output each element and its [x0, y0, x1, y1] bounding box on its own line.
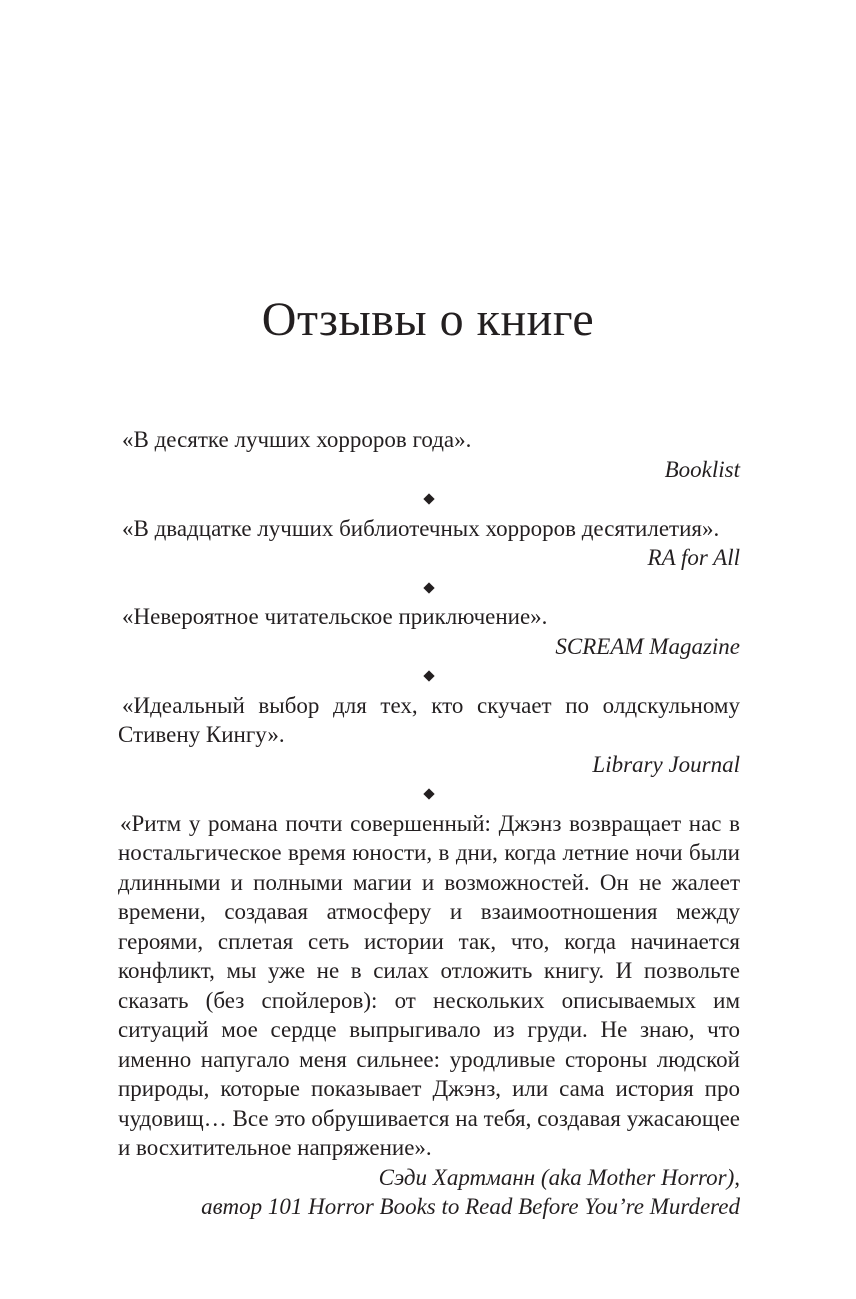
separator: [118, 661, 740, 691]
review-quote: «Невероятное читательское приключение».: [122, 604, 548, 629]
separator: [118, 573, 740, 603]
review-quote: «Идеальный выбор для тех, кто скучает по олдскульному Стивену Кингу».: [118, 692, 740, 747]
review-source: Booklist: [664, 456, 740, 482]
review-source: Library Journal: [592, 751, 740, 777]
review-item: [118, 425, 740, 484]
page-title: Отзывы о книге: [261, 293, 595, 346]
review-quote: «Ритм у романа почти совершенный: Джэнз возвращает нас в ностальгическое время юности, в дни, когда летние ночи были длинными и полными магии и возможностей. Он не жалеет времени, создавая атмосферу и взаимоотношения между героями, сплетая сеть истории так, что, когда начинается конфликт, мы уже не в силах отложить книгу. И позвольте сказать (без спойлеров): от нескольких описываемых им ситуаций мое сердце выпрыгивало из груди. Не знаю, что именно напугало меня сильнее: уродливые стороны людской природы, которые показывает Джэнз, или сама история про чудовищ… Все это обрушивается на тебя, создавая ужасающее и восхитительное напряжение».: [118, 810, 740, 1160]
review-item: [118, 514, 740, 573]
diamond-icon: [423, 582, 434, 593]
diamond-icon: [423, 671, 434, 682]
review-item: [118, 602, 740, 661]
review-item: [118, 809, 740, 1222]
review-item: [118, 691, 740, 780]
review-source: Сэди Хартманн (aka Mother Horror),: [378, 1164, 740, 1190]
review-source: RA for All: [647, 545, 740, 570]
separator: [118, 779, 740, 809]
separator: [118, 484, 740, 514]
review-source-line2: автор 101 Horror Books to Read Before You’re Murdered: [201, 1194, 740, 1219]
review-source: SCREAM Magazine: [555, 633, 740, 659]
diamond-icon: [423, 494, 434, 505]
review-quote: «В двадцатке лучших библиотечных хорроров десятилетия».: [122, 515, 720, 541]
reviews-list: [118, 425, 740, 1222]
diamond-icon: [423, 789, 434, 800]
review-quote: «В десятке лучших хорроров года».: [122, 427, 472, 452]
